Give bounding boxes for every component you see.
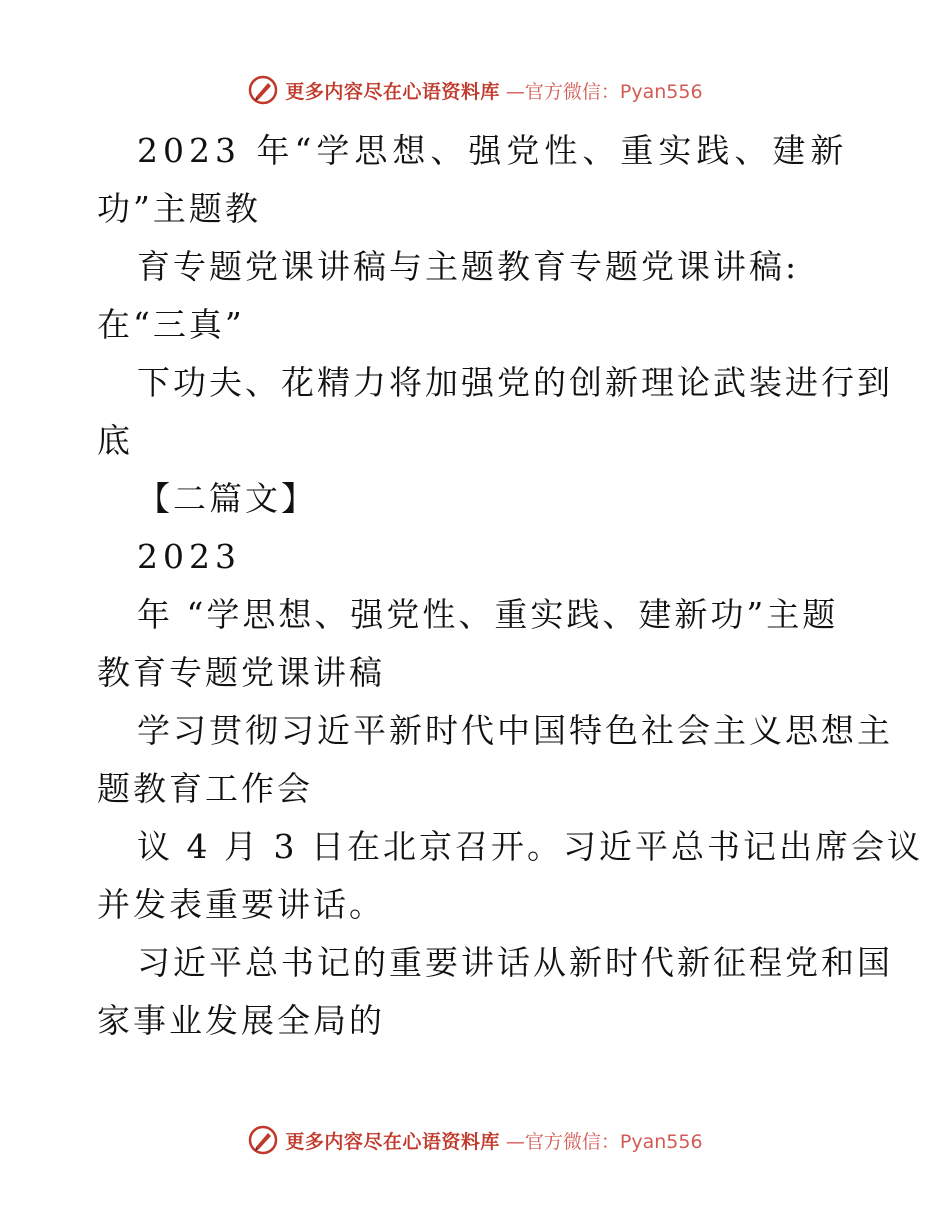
watermark-main-text: 更多内容尽在心语资料库: [285, 80, 500, 103]
section-heading: 【二篇文】: [137, 479, 317, 518]
text-line: 2023: [137, 537, 241, 576]
watermark-suffix-text: —官方微信：Pyan556: [505, 80, 703, 103]
text-line: 功”主题教: [97, 189, 261, 228]
text-line: 并发表重要讲话。: [97, 885, 385, 924]
text-line: 下功夫、花精力将加强党的创新理论武装进行到: [137, 363, 893, 402]
text-line: 题教育工作会: [97, 769, 313, 808]
watermark-main-text: 更多内容尽在心语资料库: [285, 1130, 500, 1153]
text-line: 育专题党课讲稿与主题教育专题党课讲稿:: [137, 247, 800, 286]
text-line: 教育专题党课讲稿: [97, 653, 385, 692]
text-line: 习近平总书记的重要讲话从新时代新征程党和国: [137, 943, 893, 982]
text-line: 在“三真”: [97, 305, 245, 344]
watermark-suffix-text: —官方微信：Pyan556: [505, 1130, 703, 1153]
text-line: 底: [97, 421, 133, 460]
footer-watermark: [0, 1120, 950, 1160]
pen-circle-logo-icon: [247, 74, 279, 106]
text-line: 家事业发展全局的: [97, 1001, 385, 1040]
header-watermark: [0, 70, 950, 110]
document-body: [97, 122, 923, 1050]
text-line: 学习贯彻习近平新时代中国特色社会主义思想主: [137, 711, 893, 750]
text-line: 议 4 月 3 日在北京召开。习近平总书记出席会议: [137, 827, 923, 866]
text-line: 年 “学思想、强党性、重实践、建新功”主题: [137, 595, 839, 634]
pen-circle-logo-icon: [247, 1124, 279, 1156]
text-line: 2023 年“学思想、强党性、重实践、建新: [137, 131, 849, 170]
